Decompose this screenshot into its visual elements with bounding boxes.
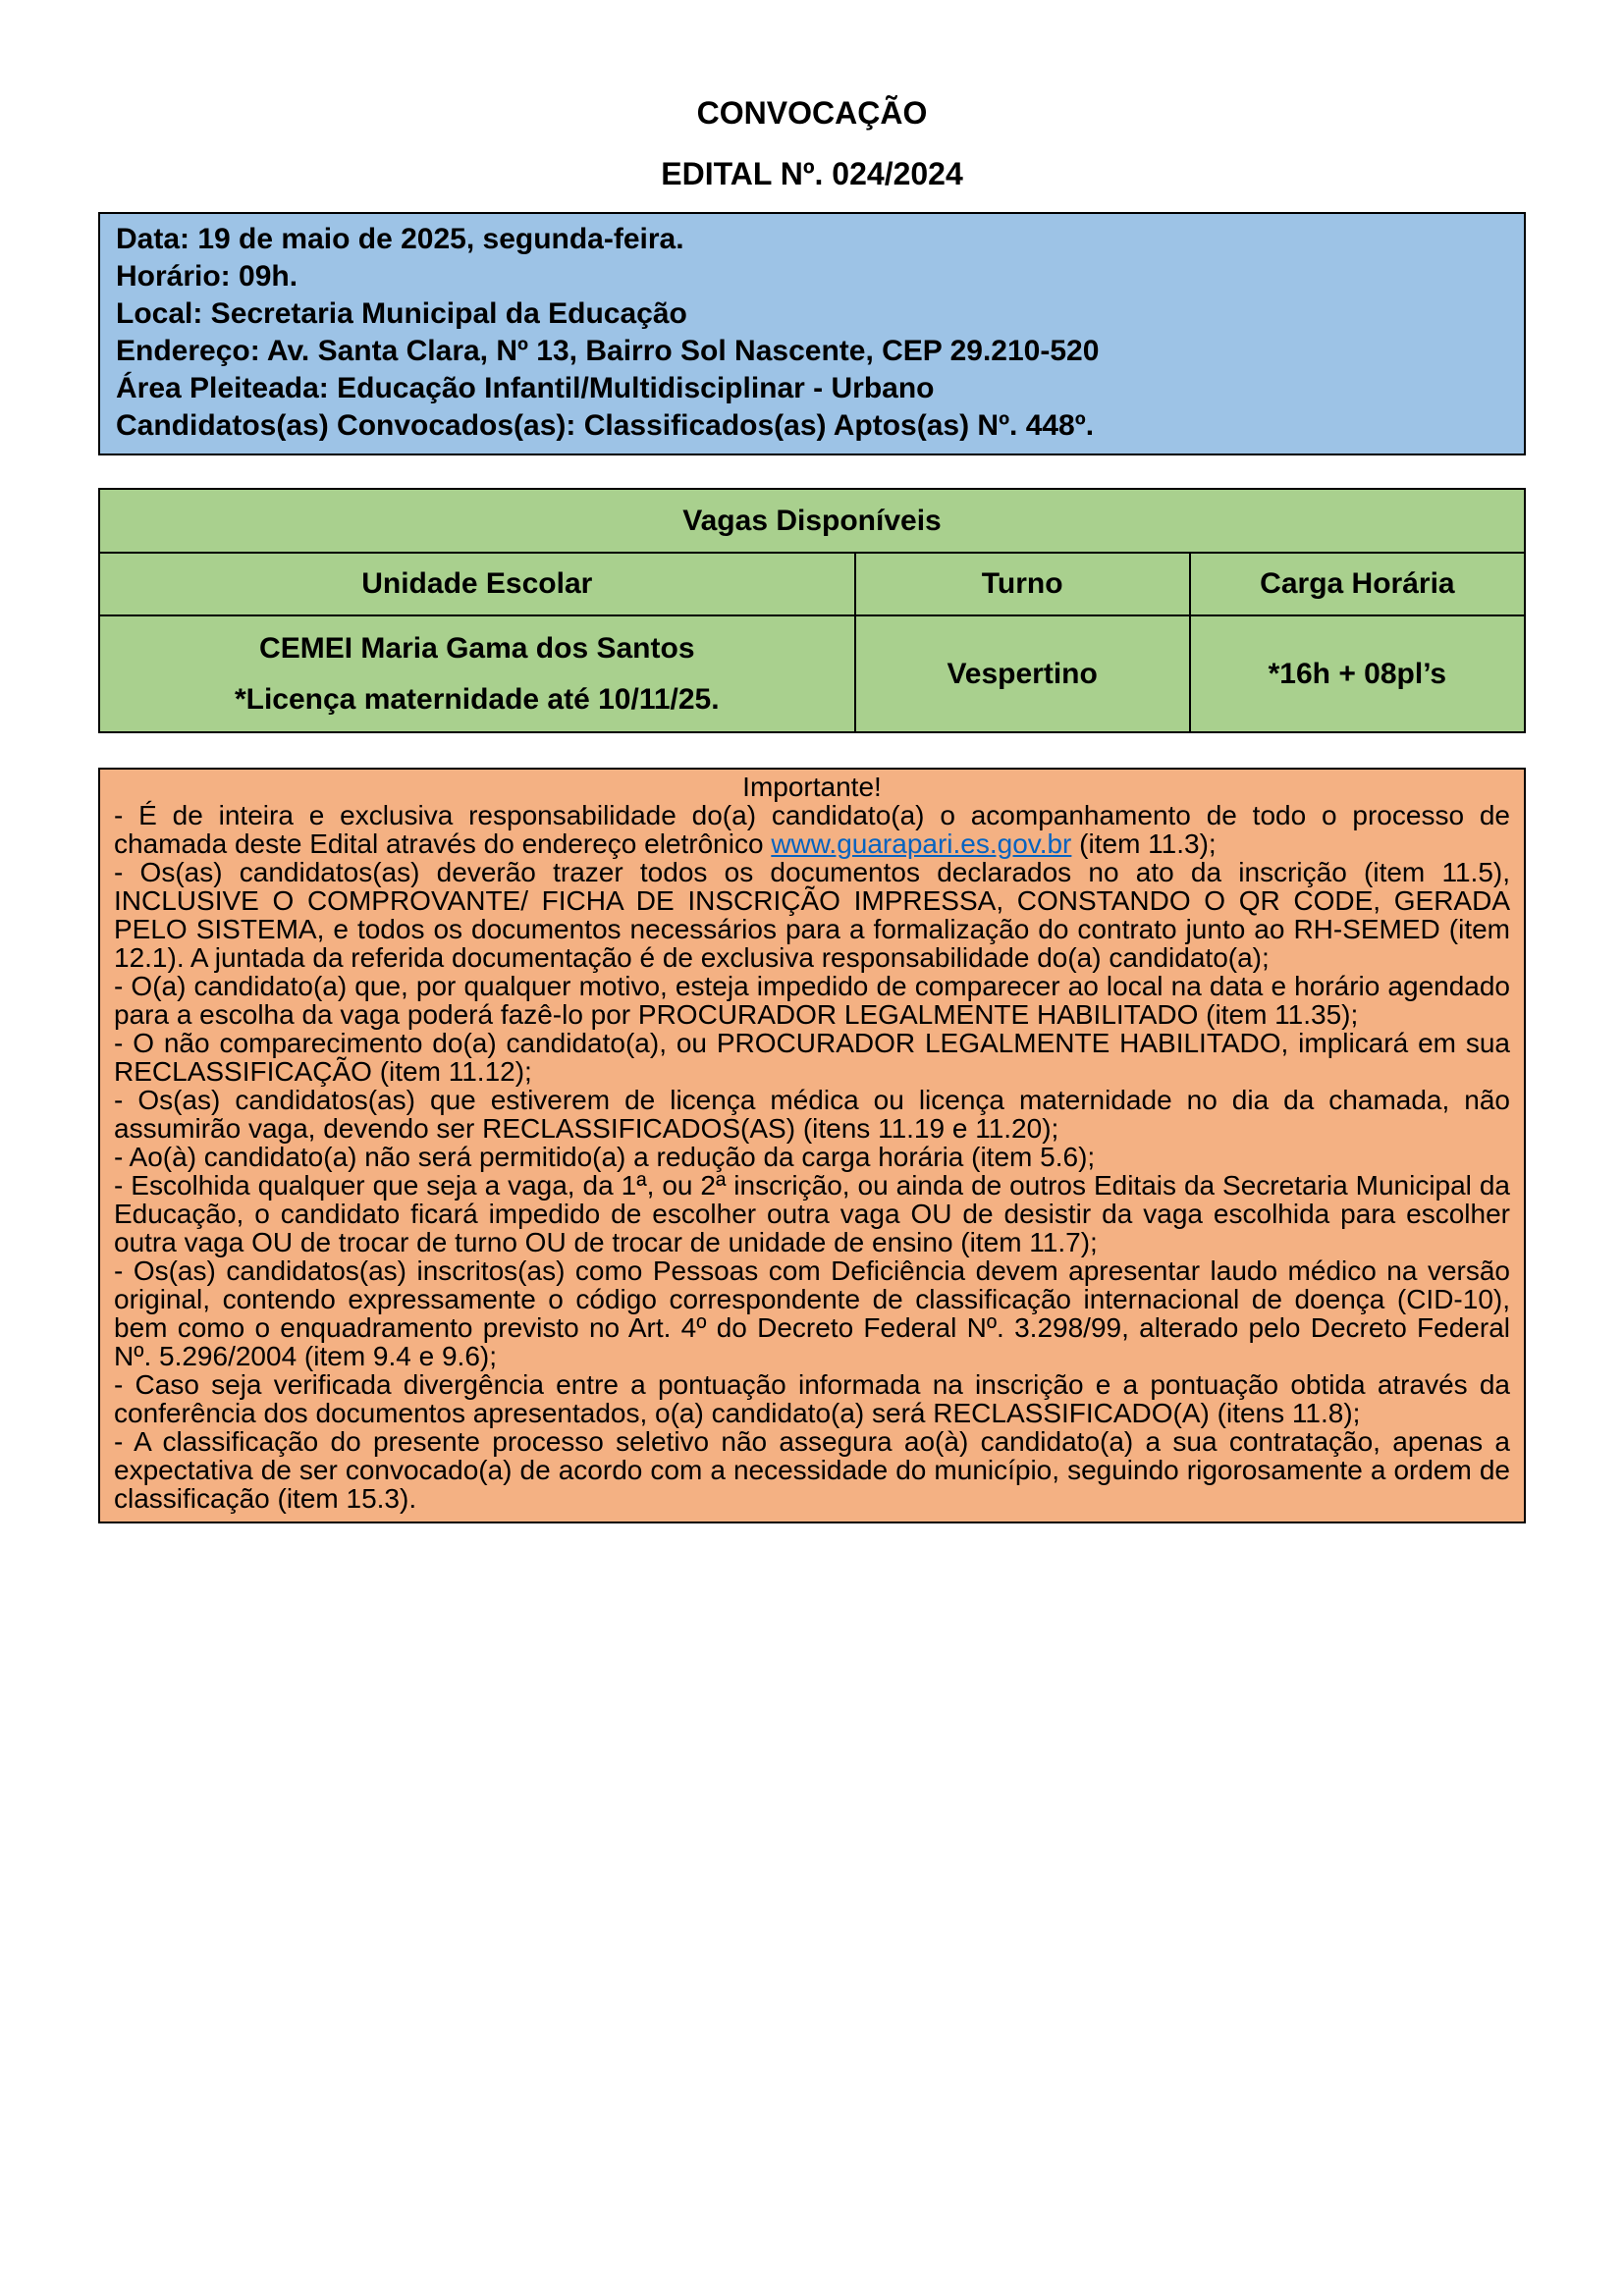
info-line-candidates: Candidatos(as) Convocados(as): Classificados(as) Aptos(as) Nº. 448º. [116,409,1095,442]
convocation-info-box [98,212,1526,455]
important-item-medical-leave: - Os(as) candidatos(as) que estiverem de licença médica ou licença maternidade no dia da chamada, não assumirão vaga, devendo ser RECLASSIFICADOS(AS) (itens 11.19 e 11.20); [114,1085,1510,1144]
important-item-text-before-link: - É de inteira e exclusiva responsabilidade do(a) candidato(a) o acompanhamento de todo o processo de chamada deste Edital através do endereço eletrônico [114,800,1510,859]
important-item-workload-reduction: - Ao(à) candidato(a) não será permitido(a) a redução da carga horária (item 5.6); [114,1142,1096,1172]
vacancies-header-row [99,553,1525,615]
important-notice-box [98,768,1526,1523]
info-line-time: Horário: 09h. [116,260,298,293]
important-item-procurador: - O(a) candidato(a) que, por qualquer motivo, esteja impedido de comparecer ao local na data e horário agendado para a escolha da vaga poderá fazê-lo por PROCURADOR LEGALMENTE HABILITADO (item 11.35); [114,971,1510,1030]
guarapari-website-link[interactable]: www.guarapari.es.gov.br [771,828,1072,859]
document-title: CONVOCAÇÃO [696,95,928,131]
school-note: *Licença maternidade até 10/11/25. [234,682,720,716]
edital-number: EDITAL Nº. 024/2024 [661,156,963,191]
important-notice-title: Importante! [742,772,882,802]
important-item-text-after-link: (item 11.3); [1071,828,1217,859]
cell-carga-horaria: *16h + 08pl’s [1190,615,1525,732]
school-name: CEMEI Maria Gama dos Santos [259,631,695,665]
important-item-documents: - Os(as) candidatos(as) deverão trazer todos os documentos declarados no ato da inscrição (item 11.5), INCLUSIVE O COMPROVANTE/ FICHA DE INSCRIÇÃO IMPRESSA, CONSTANDO O QR CODE, GERADA PELO SISTEMA, e todos os documentos necessários para a formalização do contrato junto ao RH-SEMED (item 12.1). A juntada da referida documentação é de exclusiva responsabilidade do(a) candidato(a); [114,857,1510,973]
cell-unidade-escolar [99,615,855,732]
cell-turno: Vespertino [855,615,1190,732]
vacancies-title-row [99,489,1525,553]
important-item-disability: - Os(as) candidatos(as) inscritos(as) como Pessoas com Deficiência devem apresentar laudo médico na versão original, contendo expressamente o código correspondente de classificação internacional de doença (CID-10), bem como o enquadramento previsto no Art. 4º do Decreto Federal Nº. 3.298/99, alterado pelo Decreto Federal Nº. 5.296/2004 (item 9.4 e 9.6); [114,1255,1510,1371]
important-item-score-divergence: - Caso seja verificada divergência entre a pontuação informada na inscrição e a pontuação obtida através da conferência dos documentos apresentados, o(a) candidato(a) será RECLASSIFICADO(A) (itens 11.8); [114,1369,1510,1428]
important-item-monitoring [114,801,1510,858]
column-header-turno: Turno [855,553,1190,615]
info-line-date: Data: 19 de maio de 2025, segunda-feira. [116,223,684,255]
info-line-address: Endereço: Av. Santa Clara, Nº 13, Bairro Sol Nascente, CEP 29.210-520 [116,335,1100,367]
important-item-vacancy-choice: - Escolhida qualquer que seja a vaga, da 1ª, ou 2ª inscrição, ou ainda de outros Editais da Secretaria Municipal da Educação, o candidato ficará impedido de escolher outra vaga OU de desistir da vaga escolhida para escolher outra vaga OU de trocar de turno OU de trocar de unidade de ensino (item 11.7); [114,1170,1510,1257]
vacancies-table [98,488,1526,733]
table-row [99,615,1525,732]
info-line-area: Área Pleiteada: Educação Infantil/Multidisciplinar - Urbano [116,372,935,404]
column-header-unidade-escolar: Unidade Escolar [99,553,855,615]
column-header-carga-horaria: Carga Horária [1190,553,1525,615]
vacancies-table-title: Vagas Disponíveis [99,489,1525,553]
important-item-classification: - A classificação do presente processo seletivo não assegura ao(à) candidato(a) a sua contratação, apenas a expectativa de ser convocado(a) de acordo com a necessidade do município, seguindo rigorosamente a ordem de classificação (item 15.3). [114,1426,1510,1514]
info-line-location: Local: Secretaria Municipal da Educação [116,297,687,330]
important-item-no-show: - O não comparecimento do(a) candidato(a), ou PROCURADOR LEGALMENTE HABILITADO, implicará em sua RECLASSIFICAÇÃO (item 11.12); [114,1028,1510,1087]
